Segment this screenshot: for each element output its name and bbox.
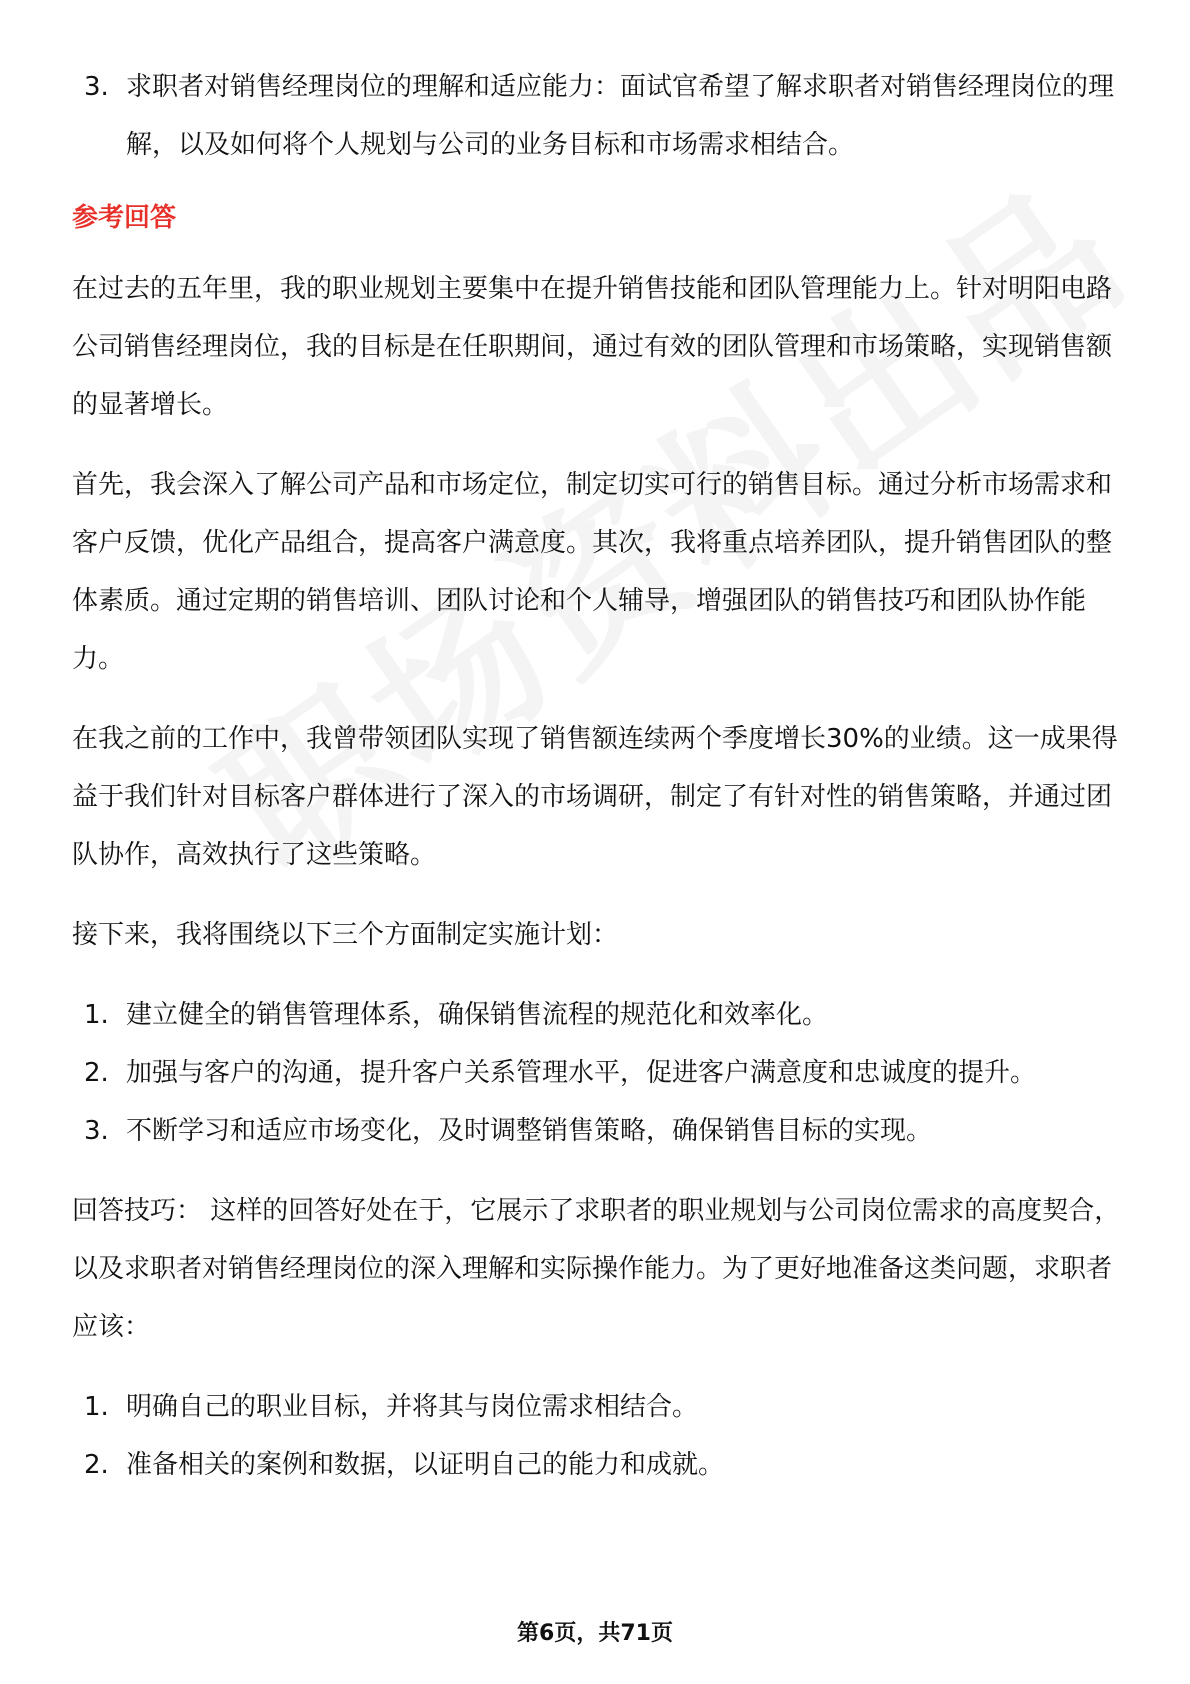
section-heading: 参考回答 <box>72 203 177 233</box>
list-item-text: 建立健全的销售管理体系，确保销售流程的规范化和效率化。 <box>126 1000 829 1030</box>
list-item-number: 3. <box>84 1116 109 1146</box>
list-item-text: 求职者对销售经理岗位的理解和适应能力：面试官希望了解求职者对销售经理岗位的理解，以及如何将个人规划与公司的业务目标和市场需求相结合。 <box>126 72 1115 160</box>
list-item-number: 2. <box>84 1450 109 1480</box>
list-item-text: 明确自己的职业目标，并将其与岗位需求相结合。 <box>126 1392 699 1422</box>
list-item-number: 2. <box>84 1058 109 1088</box>
tips-list <box>72 1378 1122 1494</box>
list-item <box>72 1436 1122 1494</box>
paragraph: 在过去的五年里，我的职业规划主要集中在提升销售技能和团队管理能力上。针对明阳电路公司销售经理岗位，我的目标是在任职期间，通过有效的团队管理和市场策略，实现销售额的显著增长。 <box>72 274 1113 420</box>
plan-list <box>72 986 1122 1160</box>
list-item-number: 1. <box>84 1000 109 1030</box>
paragraph: 在我之前的工作中，我曾带领团队实现了销售额连续两个季度增长30%的业绩。这一成果得益于我们针对目标客户群体进行了深入的市场调研，制定了有针对性的销售策略，并通过团队协作，高效执行了这些策略。 <box>72 724 1118 870</box>
list-item <box>72 986 1122 1044</box>
list-item <box>72 1044 1122 1102</box>
paragraph: 接下来，我将围绕以下三个方面制定实施计划： <box>72 920 619 950</box>
list-item <box>72 1102 1122 1160</box>
page-content <box>72 56 1122 1494</box>
list-item-number: 3. <box>84 72 109 102</box>
intro-list <box>72 58 1122 174</box>
page-number-footer: 第6页，共71页 <box>517 1621 673 1646</box>
paragraph: 首先，我会深入了解公司产品和市场定位，制定切实可行的销售目标。通过分析市场需求和客户反馈，优化产品组合，提高客户满意度。其次，我将重点培养团队，提升销售团队的整体素质。通过定期的销售培训、团队讨论和个人辅导，增强团队的销售技巧和团队协作能力。 <box>72 470 1113 674</box>
list-item <box>72 1378 1122 1436</box>
list-item-text: 准备相关的案例和数据，以证明自己的能力和成就。 <box>126 1450 725 1480</box>
list-item-text: 不断学习和适应市场变化，及时调整销售策略，确保销售目标的实现。 <box>126 1116 933 1146</box>
list-item-text: 加强与客户的沟通，提升客户关系管理水平，促进客户满意度和忠诚度的提升。 <box>126 1058 1037 1088</box>
list-item-number: 1. <box>84 1392 109 1422</box>
list-item <box>72 58 1122 174</box>
paragraph: 回答技巧： 这样的回答好处在于，它展示了求职者的职业规划与公司岗位需求的高度契合，以及求职者对销售经理岗位的深入理解和实际操作能力。为了更好地准备这类问题，求职者应该： <box>72 1196 1121 1342</box>
